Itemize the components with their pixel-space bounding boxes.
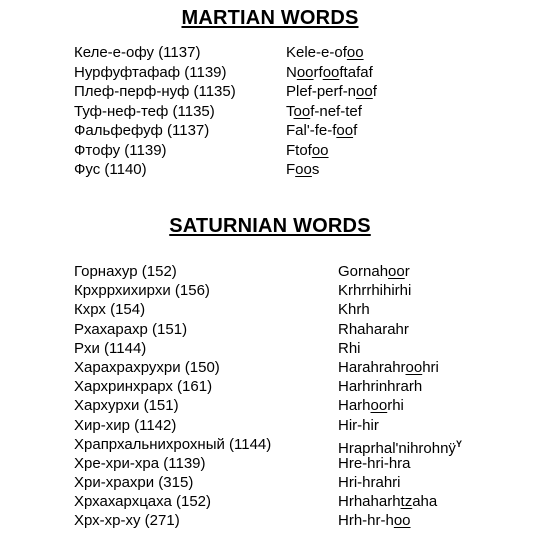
saturnian-word-1: Горнахур (152) [74, 263, 177, 280]
underlined-segment: oo [356, 83, 373, 100]
underlined-segment: oo [293, 102, 311, 120]
text-segment: Khrh [338, 301, 370, 319]
text-segment: Hir-hir [338, 416, 379, 434]
text-segment: r [404, 263, 410, 280]
underlined-segment: oo [322, 63, 340, 81]
martian-word-4: Туф-неф-теф (1135) [74, 102, 215, 120]
saturnian-transliteration-10 [338, 435, 462, 457]
martian-transliteration-column [286, 43, 377, 180]
saturnian-russian-column [74, 262, 271, 531]
text-segment: f-nef-tef [310, 102, 362, 120]
martian-russian-column [74, 43, 236, 180]
saturnian-word-13: Хрхахархцаха (152) [74, 493, 211, 511]
saturnian-transliteration-6 [338, 358, 462, 377]
saturnian-transliteration-3 [338, 300, 462, 319]
saturnian-transliteration-column [338, 262, 462, 531]
text-segment: Plef-perf-n [286, 83, 357, 100]
text-segment: Hrh-hr-h [338, 512, 394, 530]
martian-word-6: Фтофу (1139) [74, 141, 167, 159]
text-segment: s [311, 161, 320, 178]
saturnian-transliteration-14 [338, 511, 462, 530]
saturnian-word-7: Хархринхрарх (161) [74, 378, 213, 396]
text-segment: rf [313, 63, 323, 81]
saturnian-word-8: Хархурхи (151) [74, 397, 179, 415]
saturnian-transliteration-2 [338, 281, 462, 300]
saturnian-word-2: Крхррхихирхи (156) [74, 282, 210, 300]
martian-transliteration-1 [286, 43, 377, 63]
martian-word-1: Келе-е-офу (1137) [74, 44, 201, 61]
martian-word-3: Плеф-перф-нуф (1135) [74, 83, 236, 100]
underlined-segment: oo [311, 141, 329, 159]
saturnian-transliteration-1 [338, 262, 462, 281]
saturnian-word-12: Хри-храхри (315) [74, 474, 194, 492]
underlined-segment: oo [296, 63, 314, 81]
text-segment: Hraprhal'nihrohnÿ [338, 439, 456, 457]
martian-heading: MARTIAN WORDS [181, 7, 359, 29]
text-segment: T [286, 102, 294, 120]
saturnian-word-9: Хир-хир (1142) [74, 416, 177, 434]
martian-transliteration-6 [286, 141, 377, 161]
saturnian-word-5: Рхи (1144) [74, 339, 147, 357]
martian-word-7: Фус (1140) [74, 161, 147, 178]
underlined-segment: oo [370, 397, 388, 415]
saturnian-transliteration-7 [338, 377, 462, 396]
saturnian-word-6: Харахрахрухри (150) [74, 358, 220, 376]
martian-transliteration-5 [286, 121, 377, 141]
text-segment: ftafaf [339, 63, 373, 81]
martian-word-2: Нурфуфтафаф (1139) [74, 63, 227, 81]
saturnian-word-4: Рхахарахр (151) [74, 320, 188, 338]
martian-transliteration-4 [286, 102, 377, 122]
underlined-segment: oo [388, 263, 405, 280]
martian-word-5: Фальфефуф (1137) [74, 122, 210, 139]
text-segment: Rhaharahr [338, 320, 409, 338]
saturnian-word-3: Кхрх (154) [74, 301, 146, 319]
text-segment: Rhi [338, 339, 361, 357]
underlined-segment: oo [405, 358, 423, 376]
text-segment: Hri-hrahri [338, 474, 401, 492]
text-segment: rhi [387, 397, 404, 415]
saturnian-word-10: Храпрхальнихрохный (1144) [74, 435, 272, 453]
text-segment: Krhrrhihirhi [338, 282, 412, 300]
text-segment: aha [412, 493, 438, 511]
text-segment: hri [422, 358, 439, 376]
text-segment: Hre-hri-hra [338, 454, 411, 472]
text-segment: Hrhaharh [338, 493, 401, 511]
text-segment: Fal'-fe-f [286, 122, 337, 139]
martian-transliteration-7 [286, 160, 377, 180]
saturnian-transliteration-4 [338, 320, 462, 339]
underlined-segment: oo [295, 161, 312, 178]
text-segment: Ftof [286, 141, 312, 159]
superscript: Y [455, 438, 462, 449]
text-segment: f [372, 83, 377, 100]
saturnian-heading: SATURNIAN WORDS [169, 215, 371, 237]
saturnian-word-14: Хрх-хр-ху (271) [74, 512, 180, 530]
text-segment: N [286, 63, 297, 81]
underlined-segment: oo [393, 512, 411, 530]
text-segment: Gornah [338, 263, 389, 280]
saturnian-transliteration-12 [338, 473, 462, 492]
text-segment: Harahrahr [338, 358, 406, 376]
underlined-segment: tz [400, 493, 413, 511]
text-segment: F [286, 161, 296, 178]
text-segment: Harh [338, 397, 371, 415]
saturnian-transliteration-8 [338, 396, 462, 415]
saturnian-transliteration-13 [338, 492, 462, 511]
saturnian-transliteration-5 [338, 339, 462, 358]
underlined-segment: oo [336, 122, 354, 139]
text-segment: Harhrinhrarh [338, 378, 423, 396]
text-segment: Kele-e-of [286, 44, 347, 61]
saturnian-word-11: Хре-хри-хра (1139) [74, 454, 206, 472]
saturnian-transliteration-9 [338, 416, 462, 435]
underlined-segment: oo [346, 44, 364, 61]
text-segment: f [353, 122, 358, 139]
martian-transliteration-2 [286, 63, 377, 83]
martian-transliteration-3 [286, 82, 377, 102]
